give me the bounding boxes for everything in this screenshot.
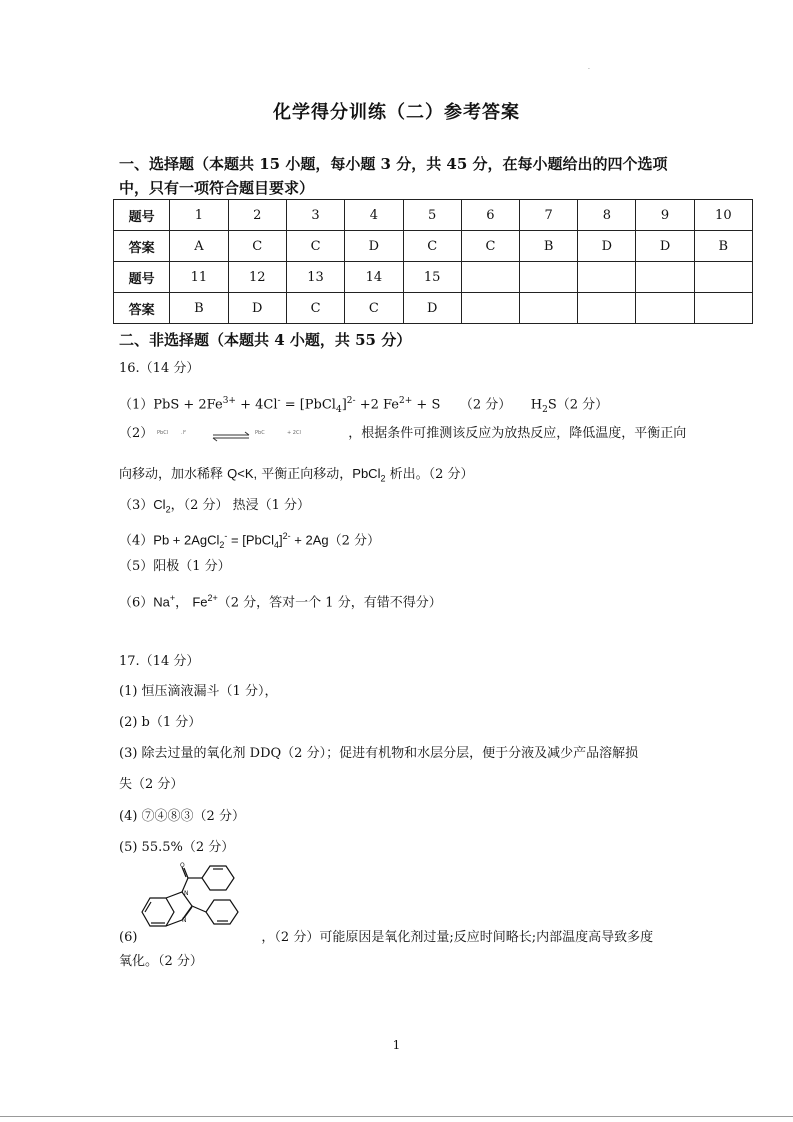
answer-table — [113, 199, 753, 324]
cell-q: 7 — [520, 200, 578, 231]
cell-a: D — [228, 293, 286, 324]
cell-a: C — [345, 293, 403, 324]
q17-part2: (2) b（1 分） — [119, 715, 202, 730]
svg-text:.l²: .l² — [181, 429, 187, 436]
cell-q: 9 — [636, 200, 694, 231]
cell-a: C — [403, 231, 461, 262]
cell-a: C — [461, 231, 519, 262]
svg-text:PbC: PbC — [255, 429, 265, 436]
cell-a: B — [694, 231, 752, 262]
row-label-answer: 答案 — [114, 293, 170, 324]
table-row-question-1 — [114, 200, 753, 231]
svg-text:PbCl: PbCl — [157, 429, 169, 436]
cell-a: C — [286, 231, 344, 262]
q16-header: 16.（14 分） — [119, 361, 200, 376]
q16-part3: $(3)Cl_2$，（2 分） 热浸（1 分） — [119, 497, 311, 515]
reversible-arrow-icon — [153, 426, 348, 442]
equilibrium-equation-image — [153, 426, 348, 442]
svg-text:N: N — [184, 890, 189, 897]
cell-q: 13 — [286, 262, 344, 293]
q17-part6: (6) ，（2 分）可能原因是氧化剂过量;反应时间略长;内部温度高导致多度 — [119, 930, 654, 945]
stray-dot: · — [588, 66, 590, 73]
q16-part5: （5）阳极（1 分） — [119, 559, 231, 574]
bottom-divider — [0, 1116, 793, 1117]
cell-q: 8 — [578, 200, 636, 231]
row-label-question: 题号 — [114, 262, 170, 293]
cell-a — [461, 293, 519, 324]
cell-q: 11 — [170, 262, 228, 293]
cell-a: D — [578, 231, 636, 262]
svg-text:O: O — [180, 862, 185, 869]
row-label-question: 题号 — [114, 200, 170, 231]
cell-q — [520, 262, 578, 293]
cell-a — [520, 293, 578, 324]
cell-a: D — [636, 231, 694, 262]
cell-q: 2 — [228, 200, 286, 231]
cell-q — [636, 262, 694, 293]
cell-q: 15 — [403, 262, 461, 293]
q17-part3: (3) 除去过量的氧化剂 DDQ（2 分）；促进有机物和水层分层，便于分液及减少产品溶解损 — [119, 746, 639, 761]
page-number: 1 — [392, 1038, 401, 1052]
table-row-answer-2 — [114, 293, 753, 324]
cell-q: 5 — [403, 200, 461, 231]
cell-a — [694, 293, 752, 324]
cell-a: B — [520, 231, 578, 262]
q16-part4: （4）Pb + 2AgCl$_2$- = [PbCl$_4$]$^{2-}$ + 2Ag（2 分） — [119, 531, 381, 550]
cell-a — [636, 293, 694, 324]
table-row-question-2 — [114, 262, 753, 293]
svg-text:N: N — [182, 917, 187, 924]
cell-a: C — [286, 293, 344, 324]
cell-q: 10 — [694, 200, 752, 231]
table-row-answer-1 — [114, 231, 753, 262]
section2-heading: 二、非选择题（本题共 4 小题，共 55 分） — [119, 331, 412, 349]
q17-part1: (1) 恒压滴液漏斗（1 分）， — [119, 684, 278, 699]
cell-q: 14 — [345, 262, 403, 293]
svg-text:+ 2Cl: + 2Cl — [287, 429, 302, 436]
page-title: 化学得分训练（二）参考答案 — [273, 102, 520, 123]
q17-part3-cont: 失（2 分） — [119, 777, 184, 792]
cell-q: 3 — [286, 200, 344, 231]
q16-part6: （6）Na+， $Fe^{2+}(2$ 分，答对一个 1 分，有错不得分） — [119, 593, 442, 611]
cell-a: D — [403, 293, 461, 324]
cell-q: 12 — [228, 262, 286, 293]
cell-q — [578, 262, 636, 293]
cell-q — [461, 262, 519, 293]
cell-a: C — [228, 231, 286, 262]
cell-q: 1 — [170, 200, 228, 231]
cell-a: A — [170, 231, 228, 262]
q17-part4: (4) ⑦④⑧③（2 分） — [119, 809, 245, 824]
row-label-answer: 答案 — [114, 231, 170, 262]
cell-a: D — [345, 231, 403, 262]
q17-header: 17.（14 分） — [119, 654, 200, 669]
cell-q — [694, 262, 752, 293]
q16-part1: $(1)PbS + 2Fe^{3+} + 4Cl^-$ = [PbCl$_4$]$^{2-}$ +2 $Fe^{2+} + S$ （2 分） $H_2S(2$ 分） — [119, 396, 609, 415]
cell-a — [578, 293, 636, 324]
cell-a: B — [170, 293, 228, 324]
q17-part6-cont: 氧化。（2 分） — [119, 954, 203, 969]
section1-heading-line1: 一、选择题（本题共 15 小题，每小题 3 分，共 45 分，在每小题给出的四个选项 — [119, 155, 668, 173]
cell-q: 4 — [345, 200, 403, 231]
q16-part2-cont: 向移动，加水稀释 Q<K, 平衡正向移动，PbCl$_2$ 析出。（2 分） — [119, 466, 474, 484]
cell-q: 6 — [461, 200, 519, 231]
q17-part5: (5) 55.5%（2 分） — [119, 840, 235, 855]
section1-heading-line2: 中，只有一项符合题目要求） — [119, 179, 315, 197]
q16-part2: （2） PbCl .l² PbC + 2Cl ，根据条件可推测该反应为放热反应，降低温度，平衡正向 — [119, 426, 687, 441]
